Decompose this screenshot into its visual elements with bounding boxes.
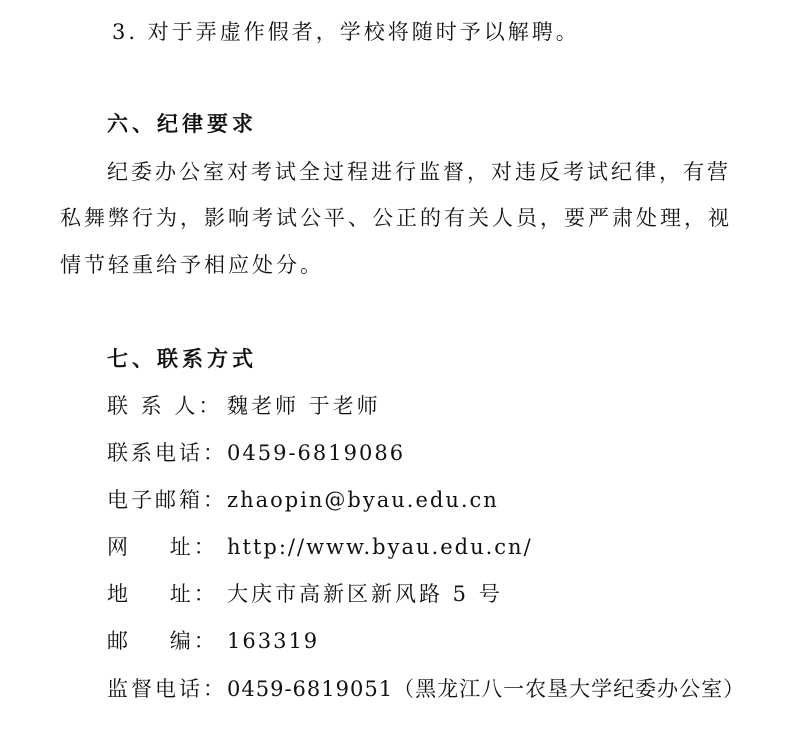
contact-value: 0459-6819086 (227, 441, 406, 465)
contact-row-supervision (107, 675, 745, 703)
contact-label: 邮 编： (107, 629, 218, 653)
section-6-line-2: 私舞弊行为，影响考试公平、公正的有关人员，要严肃处理，视 (60, 206, 732, 230)
section-6-line-3: 情节轻重给予相应处分。 (60, 253, 324, 277)
contact-label: 监督电话： (107, 677, 227, 701)
section-6-title: 六、纪律要求 (107, 112, 257, 136)
contact-value: zhaopin@byau.edu.cn (227, 488, 499, 512)
contact-row-email (107, 486, 499, 514)
contact-value: 0459-6819051（黑龙江八一农垦大学纪委办公室） (227, 677, 746, 701)
contact-row-address (107, 580, 503, 608)
contact-label: 联系电话： (107, 441, 227, 465)
contact-row-person (107, 392, 381, 420)
contact-row-phone (107, 439, 405, 467)
contact-row-website (107, 533, 533, 561)
item-3-text: 3. 对于弄虚作假者，学校将随时予以解聘。 (112, 20, 580, 44)
section-7-title: 七、联系方式 (107, 347, 257, 371)
section-6-line-1: 纪委办公室对考试全过程进行监督，对违反考试纪律，有营 (107, 160, 731, 184)
contact-row-postcode (107, 627, 319, 655)
contact-label: 联 系 人： (107, 394, 223, 418)
contact-value: http://www.byau.edu.cn/ (227, 535, 533, 559)
contact-label: 网 址： (107, 535, 218, 559)
contact-label: 地 址： (107, 582, 218, 606)
contact-value: 163319 (227, 629, 320, 653)
contact-label: 电子邮箱： (107, 488, 227, 512)
contact-value: 大庆市高新区新风路 5 号 (227, 582, 503, 606)
contact-value: 魏老师 于老师 (227, 394, 381, 418)
